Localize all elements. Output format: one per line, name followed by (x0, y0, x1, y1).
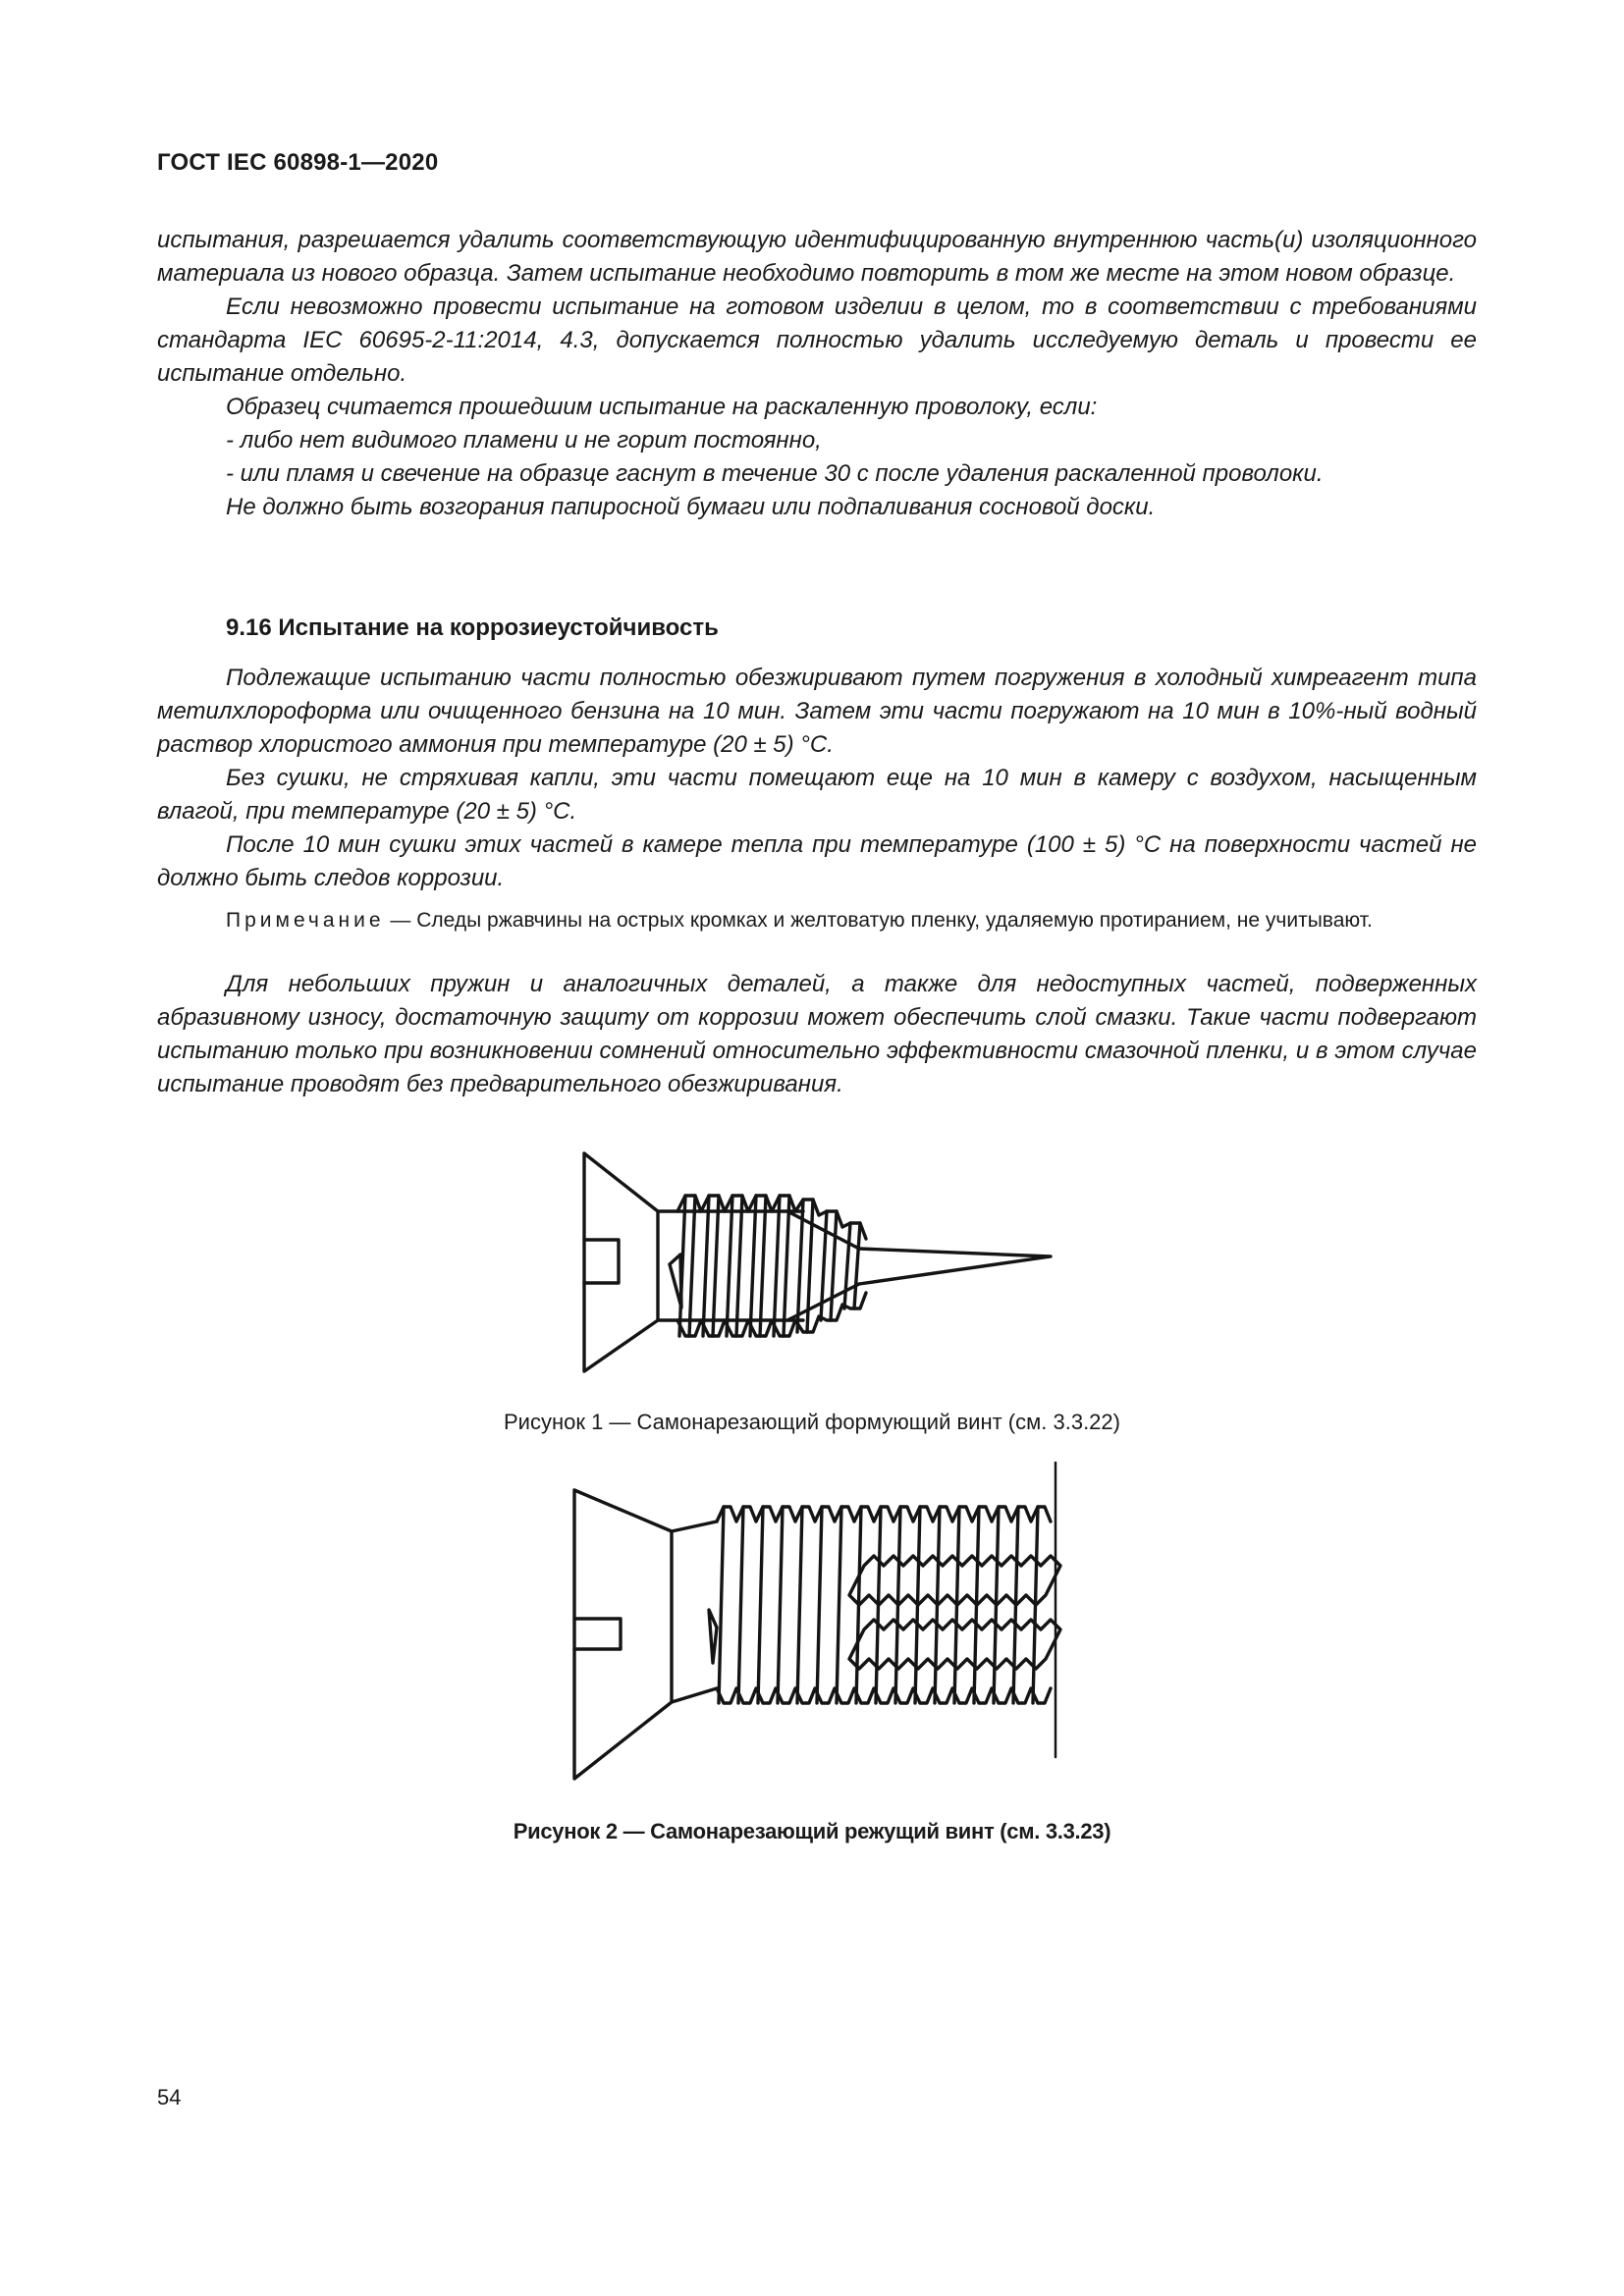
screw-thread (717, 1507, 1060, 1703)
list-item: - или пламя и свечение на образце гаснут в течение 30 с после удаления раскаленной проволоки. (226, 460, 1324, 487)
paragraph: испытания, разрешается удалить соответствующую идентифицированную внутреннюю часть(и) изоляционного материала из нового образца. Затем испытание необходимо повторить в том же месте на этом новом образце. (157, 227, 1477, 287)
section-heading: 9.16 Испытание на коррозиеустойчивость (226, 614, 719, 641)
cutting-flute (849, 1556, 1060, 1605)
figure-2-cutting-screw-drawing (569, 1463, 1070, 1796)
screw-head-slot (574, 1619, 621, 1649)
thread-flank (837, 1507, 841, 1703)
note-label: Примечание (226, 909, 385, 932)
paragraph: Не должно быть возгорания папиросной бумаги или подпаливания сосновой доски. (226, 494, 1156, 520)
thread-start-mark (709, 1610, 717, 1663)
note (157, 905, 1477, 936)
thread-flank (713, 1196, 719, 1336)
thread-flank (778, 1507, 783, 1703)
thread-flank (831, 1211, 837, 1320)
thread-crest-bottom (717, 1688, 1051, 1703)
document-header: ГОСТ IEC 60898-1—2020 (157, 149, 439, 176)
screw-head-outline (574, 1490, 672, 1779)
text-block-top (157, 224, 1477, 524)
thread-flank (784, 1196, 789, 1336)
thread-flank (807, 1200, 813, 1332)
paragraph: После 10 мин сушки этих частей в камере тепла при температуре (100 ± 5) °С на поверхности частей не должно быть следов коррозии. (157, 831, 1477, 891)
thread-flank (774, 1196, 780, 1336)
shank-bottom-edge (672, 1688, 717, 1702)
paragraph: Подлежащие испытанию части полностью обезжиривают путем погружения в холодный химреагент типа метилхлороформа или очищенного бензина на 10 мин. Затем эти части погружают на 10 мин в 10%-ный водный раствор хлористого аммония при температуре (20 ± 5) °С. (157, 665, 1477, 758)
thread-flank (758, 1507, 763, 1703)
figure-2-caption: Рисунок 2 — Самонарезающий режущий винт (см. 3.3.23) (513, 1819, 1111, 1843)
paragraph: Без сушки, не стряхивая капли, эти части помещают еще на 10 мин в камеру с воздухом, насыщенным влагой, при температуре (20 ± 5) °С. (157, 765, 1477, 825)
thread-flank (797, 1507, 802, 1703)
paragraph: Если невозможно провести испытание на готовом изделии в целом, то в соответствии с требованиями стандарта IEC 60695-2-11:2014, 4.3, допускается полностью удалить исследуемую деталь и провести ее испытание отдельно. (157, 294, 1477, 387)
list-item: - либо нет видимого пламени и не горит постоянно, (226, 427, 822, 454)
note-text: — Следы ржавчины на острых кромках и желтоватую пленку, удаляемую протиранием, не учитывают. (384, 909, 1373, 932)
screw-head-slot (584, 1240, 619, 1283)
thread-flank (738, 1507, 743, 1703)
thread-flank (736, 1196, 742, 1336)
thread-flank (750, 1196, 756, 1336)
thread-flank (817, 1507, 822, 1703)
text-block-bottom (157, 968, 1477, 1101)
thread-flank (760, 1196, 766, 1336)
paragraph: Для небольших пружин и аналогичных деталей, а также для недоступных частей, подверженных абразивному износу, достаточную защиту от коррозии может обеспечить слой смазки. Такие части подвергают испытанию только при возникновении сомнений относительно эффективности смазочной пленки, и в этом случае испытание проводят без предварительного обезжиривания. (157, 971, 1477, 1097)
thread-flank (703, 1196, 709, 1336)
thread-flank (727, 1196, 732, 1336)
thread-flank (854, 1223, 860, 1308)
thread-flank (719, 1507, 724, 1703)
thread-flank (844, 1223, 850, 1308)
screw-thread (677, 1196, 866, 1336)
figure-1-forming-screw-drawing (579, 1148, 1060, 1384)
screw-tip (859, 1249, 1051, 1284)
page-number: 54 (157, 2085, 182, 2109)
thread-crest-top (717, 1507, 1051, 1522)
figure-1-caption: Рисунок 1 — Самонарезающий формующий винт (см. 3.3.22) (504, 1410, 1120, 1434)
shank-top-edge (672, 1522, 717, 1531)
screw-head-outline (584, 1153, 658, 1371)
text-block-middle (157, 662, 1477, 895)
paragraph: Образец считается прошедшим испытание на раскаленную проволоку, если: (226, 394, 1098, 420)
thread-flank (689, 1196, 695, 1336)
